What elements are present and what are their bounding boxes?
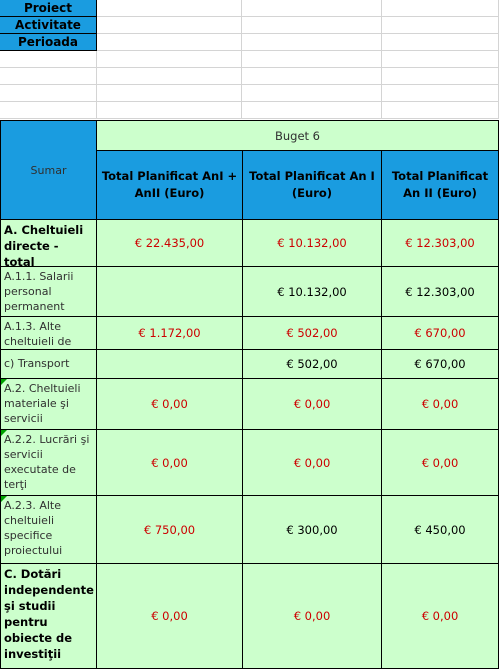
row-perioada [0,34,499,51]
header-total-an1[interactable]: Total Planificat An I (Euro) [242,150,382,220]
cell-empty[interactable] [382,51,499,68]
label-activitate[interactable]: Activitate [0,17,97,34]
cell-value[interactable]: € 0,00 [242,563,382,669]
cell-value[interactable]: € 12.303,00 [381,219,499,267]
header-total-an1-an2[interactable]: Total Planificat AnI + AnII (Euro) [96,150,243,220]
cell-value[interactable]: € 12.303,00 [381,266,499,317]
cell-empty[interactable] [97,17,242,34]
cell-empty[interactable] [382,17,499,34]
row-label[interactable]: A.2. Cheltuieli materiale şi servicii [0,378,97,430]
cell-value[interactable]: € 22.435,00 [96,219,243,267]
cell-value[interactable]: € 10.132,00 [242,266,382,317]
row-empty [0,102,499,119]
cell-value[interactable]: € 0,00 [96,378,243,430]
cell-value[interactable]: € 670,00 [381,349,499,379]
cell-empty[interactable] [0,102,97,119]
cell-empty[interactable] [382,34,499,51]
row-label[interactable]: A.1.1. Salarii personal permanent [0,266,97,317]
cell-value[interactable]: € 670,00 [381,316,499,350]
budget-table [0,120,499,670]
row-activitate [0,17,499,34]
header-total-an2[interactable]: Total Planificat An II (Euro) [381,150,499,220]
cell-value[interactable] [96,349,243,379]
cell-value[interactable]: € 0,00 [242,429,382,496]
cell-empty[interactable] [382,85,499,102]
cell-value[interactable]: € 502,00 [242,316,382,350]
cell-empty[interactable] [242,85,382,102]
cell-empty[interactable] [382,102,499,119]
cell-empty[interactable] [97,68,242,85]
cell-value[interactable]: € 502,00 [242,349,382,379]
header-sumar[interactable]: Sumar [0,120,97,220]
row-empty [0,68,499,85]
row-label[interactable]: A.2.3. Alte cheltuieli specifice proiectului [0,495,97,564]
cell-empty[interactable] [242,0,382,17]
cell-value[interactable] [96,266,243,317]
row-proiect [0,0,499,17]
cell-empty[interactable] [0,51,97,68]
cell-empty[interactable] [382,0,499,17]
cell-value[interactable]: € 0,00 [381,563,499,669]
cell-empty[interactable] [97,51,242,68]
cell-empty[interactable] [97,0,242,17]
cell-value[interactable]: € 0,00 [242,378,382,430]
cell-value[interactable]: € 450,00 [381,495,499,564]
cell-value[interactable]: € 750,00 [96,495,243,564]
row-empty [0,51,499,68]
cell-value[interactable]: € 0,00 [381,429,499,496]
cell-value[interactable]: € 0,00 [381,378,499,430]
cell-empty[interactable] [97,85,242,102]
label-proiect[interactable]: Proiect [0,0,97,17]
cell-empty[interactable] [97,102,242,119]
label-perioada[interactable]: Perioada [0,34,97,51]
cell-value[interactable]: € 0,00 [96,563,243,669]
cell-empty[interactable] [242,68,382,85]
cell-empty[interactable] [97,34,242,51]
row-label[interactable]: C. Dotări independente şi studii pentru obiecte de investiţii [0,563,97,669]
cell-empty[interactable] [382,68,499,85]
cell-empty[interactable] [242,51,382,68]
header-buget[interactable]: Buget 6 [96,120,499,151]
cell-empty[interactable] [242,102,382,119]
row-empty [0,85,499,102]
cell-empty[interactable] [242,34,382,51]
cell-value[interactable]: € 1.172,00 [96,316,243,350]
cell-empty[interactable] [0,68,97,85]
row-label[interactable]: A.1.3. Alte cheltuieli de [0,316,97,350]
cell-empty[interactable] [242,17,382,34]
cell-empty[interactable] [0,85,97,102]
row-label[interactable]: c) Transport [0,349,97,379]
row-label[interactable]: A. Cheltuieli directe - total [0,219,97,267]
cell-value[interactable]: € 0,00 [96,429,243,496]
row-label[interactable]: A.2.2. Lucrări şi servicii executate de terţi [0,429,97,496]
cell-value[interactable]: € 10.132,00 [242,219,382,267]
cell-value[interactable]: € 300,00 [242,495,382,564]
